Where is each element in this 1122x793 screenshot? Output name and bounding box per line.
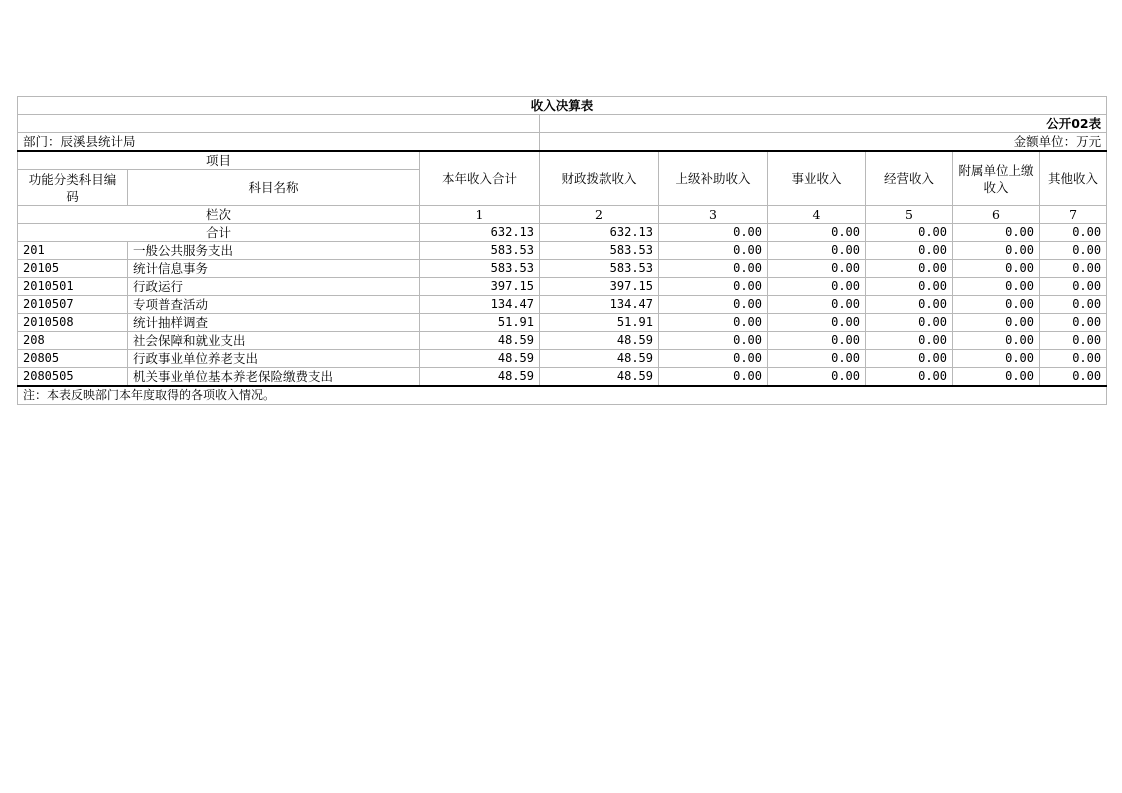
total-value: 0.00: [768, 224, 866, 242]
subject-name: 机关事业单位基本养老保险缴费支出: [128, 368, 420, 387]
amount-cell: 0.00: [1040, 278, 1107, 296]
subject-code: 20805: [18, 350, 128, 368]
col-header-5: 经营收入: [866, 151, 953, 206]
amount-cell: 0.00: [768, 314, 866, 332]
subject-name: 统计抽样调查: [128, 314, 420, 332]
amount-cell: 397.15: [420, 278, 540, 296]
amount-cell: 0.00: [953, 242, 1040, 260]
subject-code: 2010508: [18, 314, 128, 332]
meta-row: [18, 133, 1107, 152]
table-row: [18, 278, 1107, 296]
total-value: 0.00: [1040, 224, 1107, 242]
amount-cell: 0.00: [953, 260, 1040, 278]
total-value: 0.00: [953, 224, 1040, 242]
index-label: 栏次: [18, 206, 420, 224]
note-row: [18, 386, 1107, 405]
amount-cell: 0.00: [866, 314, 953, 332]
amount-cell: 0.00: [768, 278, 866, 296]
table-row: [18, 314, 1107, 332]
total-value: 0.00: [659, 224, 768, 242]
table-row: [18, 260, 1107, 278]
amount-cell: 0.00: [659, 314, 768, 332]
amount-cell: 0.00: [866, 332, 953, 350]
col-header-4: 事业收入: [768, 151, 866, 206]
table-row: [18, 242, 1107, 260]
amount-cell: 0.00: [866, 278, 953, 296]
amount-cell: 48.59: [540, 368, 659, 387]
amount-cell: 48.59: [540, 350, 659, 368]
amount-cell: 0.00: [1040, 332, 1107, 350]
subject-code: 2010507: [18, 296, 128, 314]
amount-cell: 0.00: [659, 260, 768, 278]
col-header-7: 其他收入: [1040, 151, 1107, 206]
amount-cell: 48.59: [420, 350, 540, 368]
amount-cell: 397.15: [540, 278, 659, 296]
subject-name: 专项普查活动: [128, 296, 420, 314]
subject-name: 一般公共服务支出: [128, 242, 420, 260]
amount-cell: 583.53: [540, 242, 659, 260]
total-value: 0.00: [866, 224, 953, 242]
amount-cell: 583.53: [420, 242, 540, 260]
report-title: 收入决算表: [18, 97, 1107, 115]
amount-cell: 0.00: [953, 350, 1040, 368]
amount-cell: 0.00: [768, 296, 866, 314]
index-number: 5: [866, 206, 953, 224]
total-row: [18, 224, 1107, 242]
subject-code: 20105: [18, 260, 128, 278]
amount-cell: 0.00: [768, 332, 866, 350]
subject-code: 201: [18, 242, 128, 260]
amount-cell: 48.59: [540, 332, 659, 350]
amount-cell: 134.47: [420, 296, 540, 314]
col-header-1: 本年收入合计: [420, 151, 540, 206]
project-header: 项目: [18, 151, 420, 170]
index-number: 2: [540, 206, 659, 224]
subject-name: 行政运行: [128, 278, 420, 296]
amount-cell: 0.00: [659, 368, 768, 387]
amount-cell: 0.00: [1040, 296, 1107, 314]
department-label: 部门：辰溪县统计局: [18, 133, 540, 152]
amount-cell: 0.00: [866, 368, 953, 387]
amount-cell: 0.00: [659, 278, 768, 296]
amount-cell: 0.00: [659, 350, 768, 368]
amount-cell: 48.59: [420, 332, 540, 350]
index-number: 3: [659, 206, 768, 224]
subject-code: 2010501: [18, 278, 128, 296]
subject-name: 统计信息事务: [128, 260, 420, 278]
amount-cell: 0.00: [866, 242, 953, 260]
amount-cell: 0.00: [953, 368, 1040, 387]
amount-cell: 0.00: [866, 260, 953, 278]
amount-cell: 0.00: [768, 242, 866, 260]
subject-name: 行政事业单位养老支出: [128, 350, 420, 368]
table-row: [18, 332, 1107, 350]
amount-cell: 583.53: [540, 260, 659, 278]
amount-cell: 0.00: [1040, 350, 1107, 368]
amount-cell: 48.59: [420, 368, 540, 387]
index-row: [18, 206, 1107, 224]
amount-cell: 0.00: [1040, 314, 1107, 332]
index-number: 1: [420, 206, 540, 224]
title-row: [18, 97, 1107, 115]
total-label: 合计: [18, 224, 420, 242]
col-header-6: 附属单位上缴收入: [953, 151, 1040, 206]
header-row-1: [18, 151, 1107, 170]
table-row: [18, 350, 1107, 368]
amount-cell: 0.00: [659, 332, 768, 350]
index-number: 6: [953, 206, 1040, 224]
name-col-header: 科目名称: [128, 170, 420, 206]
total-value: 632.13: [540, 224, 659, 242]
amount-cell: 0.00: [768, 350, 866, 368]
index-number: 4: [768, 206, 866, 224]
amount-cell: 583.53: [420, 260, 540, 278]
subject-code: 208: [18, 332, 128, 350]
amount-cell: 0.00: [953, 314, 1040, 332]
amount-cell: 0.00: [768, 368, 866, 387]
subject-code: 2080505: [18, 368, 128, 387]
form-number: 公开02表: [540, 115, 1107, 133]
amount-cell: 0.00: [953, 332, 1040, 350]
amount-cell: 0.00: [659, 296, 768, 314]
subject-name: 社会保障和就业支出: [128, 332, 420, 350]
table-note: 注：本表反映部门本年度取得的各项收入情况。: [18, 386, 1107, 405]
table-row: [18, 368, 1107, 387]
code-col-header: 功能分类科目编码: [18, 170, 128, 206]
amount-cell: 0.00: [953, 278, 1040, 296]
amount-cell: 0.00: [659, 242, 768, 260]
amount-cell: 0.00: [953, 296, 1040, 314]
amount-cell: 0.00: [866, 296, 953, 314]
blank-cell: [18, 115, 540, 133]
unit-label: 金额单位：万元: [540, 133, 1107, 152]
amount-cell: 134.47: [540, 296, 659, 314]
amount-cell: 0.00: [1040, 368, 1107, 387]
amount-cell: 0.00: [866, 350, 953, 368]
amount-cell: 0.00: [768, 260, 866, 278]
amount-cell: 51.91: [420, 314, 540, 332]
amount-cell: 0.00: [1040, 260, 1107, 278]
index-number: 7: [1040, 206, 1107, 224]
form-no-row: [18, 115, 1107, 133]
table-row: [18, 296, 1107, 314]
income-report-table: [17, 96, 1107, 405]
col-header-2: 财政拨款收入: [540, 151, 659, 206]
amount-cell: 51.91: [540, 314, 659, 332]
col-header-3: 上级补助收入: [659, 151, 768, 206]
amount-cell: 0.00: [1040, 242, 1107, 260]
total-value: 632.13: [420, 224, 540, 242]
